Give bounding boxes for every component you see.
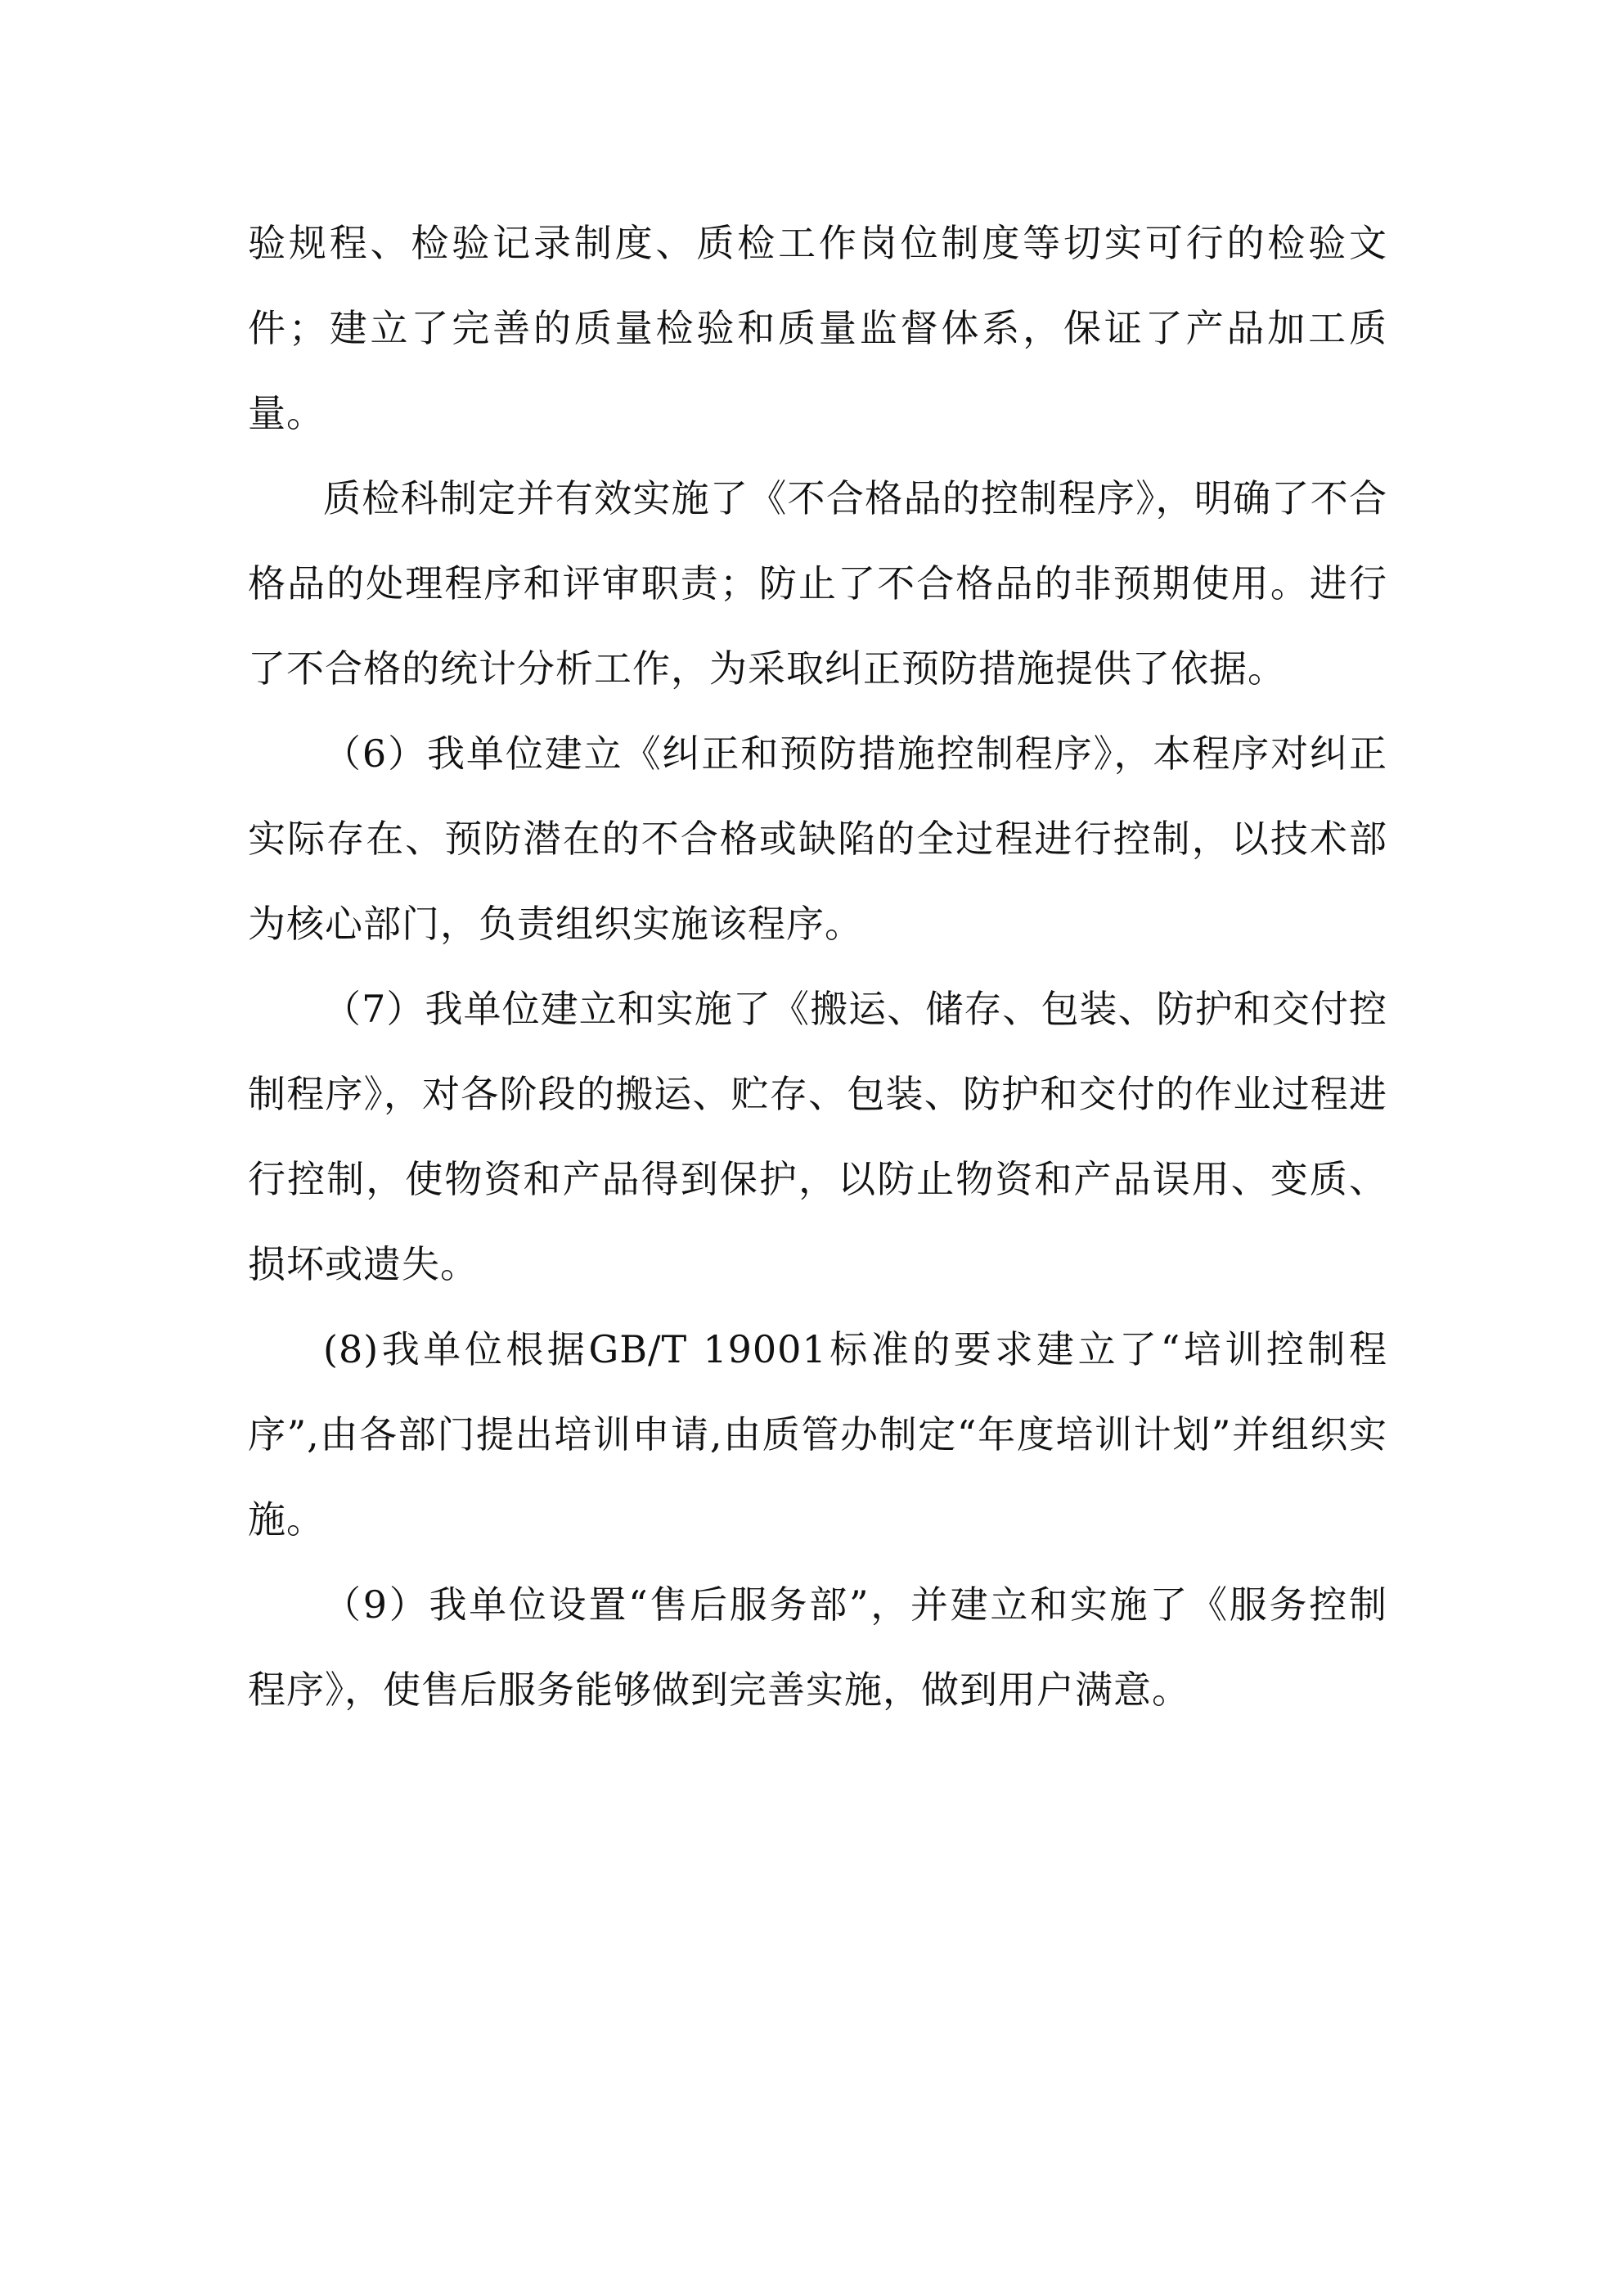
paragraph-item-6: （6）我单位建立《纠正和预防措施控制程序》，本程序对纠正实际存在、预防潜在的不合格或缺陷的全过程进行控制，以技术部为核心部门，负责组织实施该程序。 [248, 732, 1387, 946]
document-body [248, 200, 1387, 1732]
paragraph-item-9: （9）我单位设置“售后服务部”，并建立和实施了《服务控制程序》，使售后服务能够做到完善实施，做到用户满意。 [248, 1582, 1387, 1712]
paragraph-item-7: （7）我单位建立和实施了《搬运、储存、包装、防护和交付控制程序》，对各阶段的搬运、贮存、包装、防护和交付的作业过程进行控制，使物资和产品得到保护，以防止物资和产品误用、变质、损坏或遗失。 [248, 987, 1387, 1286]
paragraph-inspection-system: 验规程、检验记录制度、质检工作岗位制度等切实可行的检验文件；建立了完善的质量检验和质量监督体系，保证了产品加工质量。 [248, 221, 1387, 435]
paragraph-nonconforming-control: 质检科制定并有效实施了《不合格品的控制程序》，明确了不合格品的处理程序和评审职责；防止了不合格品的非预期使用。进行了不合格的统计分析工作，为采取纠正预防措施提供了依据。 [248, 476, 1387, 691]
paragraph-item-8: (8)我单位根据GB/T 19001标准的要求建立了“培训控制程序”,由各部门提出培训申请,由质管办制定“年度培训计划”并组织实施。 [248, 1327, 1387, 1542]
